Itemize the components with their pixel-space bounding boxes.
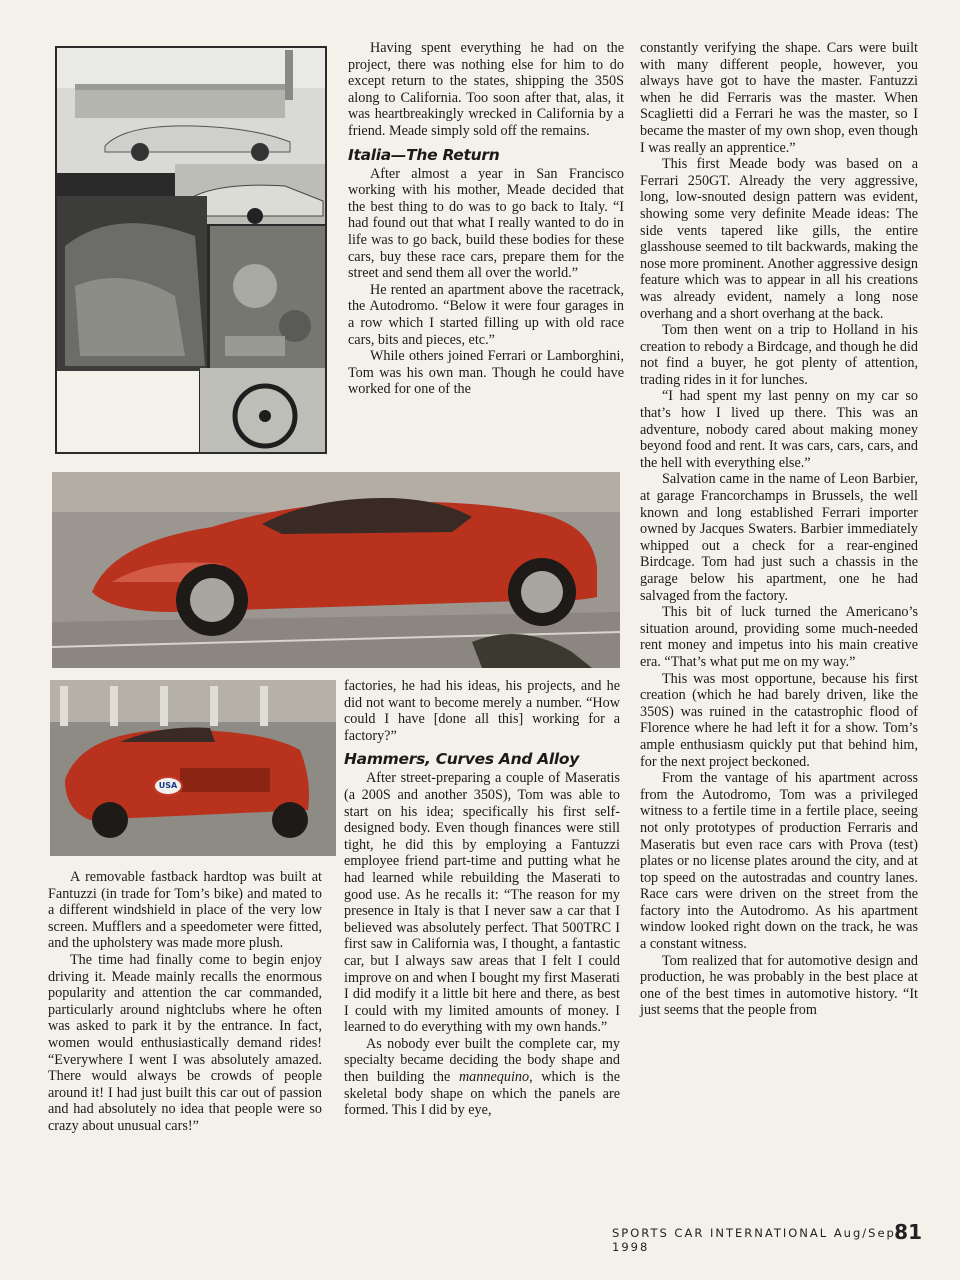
paragraph: Tom realized that for automotive design and production, he was probably in the best place at one of the best times in automotive history. “It just seems that the people from [640,952,918,1019]
bw-photo-collage [55,46,327,454]
paragraph: After almost a year in San Francisco working with his mother, Meade decided that the best thing to do was to go back to Italy. “I had found out that what I really wanted to do in life was to go back, build these bodies for these cars, buy these race cars, prepare them for the street and send them all over the world.” [348,165,624,282]
paragraph: constantly verifying the shape. Cars were built with many different people, however, you always have got to have the master. Fantuzzi when he did Ferraris was the master. When Scaglietti did a Ferrari he was the master, so I became the master of my own shop, even though I was really an apprentice.” [640,40,918,156]
column-1 [48,869,322,1135]
paragraph: While others joined Ferrari or Lamborghini, Tom was his own man. Though he could have worked for one of the [348,348,624,398]
italic-term: mannequino [458,1069,530,1086]
page-footer [612,1220,922,1254]
paragraph: This first Meade body was based on a Ferrari 250GT. Already the very aggressive, long, low-snouted design pattern was evident, showing some very definite Meade ideas: The side vents tapered like gills, the entire glasshouse seemed to tilt backwards, making the nose more prominent. Another aggressive design feature which was to appear in all his creations was already evident, namely a long nose overhang and a short overhang at the back. [640,156,918,322]
column-2-top [348,40,624,398]
section-heading: Italia—The Return [348,145,500,164]
paragraph: He rented an apartment above the racetrack, the Autodromo. “Below it were four garages in a row which I started filling up with old race cars, bits and pieces, etc.” [348,281,624,348]
paragraph: factories, he had his ideas, his projects, and he did not want to become merely a number. “How could I have [done all this] working for a factory?” [344,678,620,744]
column-3 [640,40,918,1019]
paragraph: Tom then went on a trip to Holland in his creation to rebody a Birdcage, and though he did not find a buyer, he got plenty of attention, trading rides in it for lunches. [640,322,918,388]
column-2-bottom [344,678,620,1119]
paragraph: Salvation came in the name of Leon Barbier, at garage Francorchamps in Brussels, the well known and long established Ferrari importer owned by Jacques Swaters. Barbier immediately whipped out a check for a rear-engined Birdcage. Tom had just such a chassis in the garage below his apartment, one he had salvaged from the factory. [640,471,918,604]
paragraph: This bit of luck turned the Americano’s situation around, providing some much-needed rent money and impetus into his main creative era. “That’s what put me on my way.” [640,604,918,670]
paragraph: The time had finally come to begin enjoy driving it. Meade mainly recalls the enormous popularity and attention the car commanded, particularly around nightclubs where he often was asked to park it by the entrance. In fact, women would enthusiastically demand rides! “Everywhere I went I was absolutely amazed. There would always be crowds of people around it! I had just built this car out of passion and had absolutely no idea that people were so crazy about unusual cars!” [48,951,322,1134]
paragraph: Having spent everything he had on the project, there was nothing else for him to do except return to the states, shipping the 350S along to California. Too soon after that, alas, it was heartbreakingly wrecked in California by a friend. Meade simply sold off the remains. [348,40,624,139]
paragraph: As nobody ever built the complete car, my specialty became deciding the body shape and then building the mannequino, which is the skeletal body shape on which the panels are formed. This I did by eye, [344,1035,620,1119]
page-number: 81 [894,1220,922,1244]
usa-badge: USA [153,776,183,796]
paragraph: A removable fastback hardtop was built at Fantuzzi (in trade for Tom’s bike) and mated to a different windshield in place of the very low screen. Mufflers and a speedometer were fitted, and the upholstery was made more plush. [48,869,322,952]
red-car-photo [52,472,620,668]
red-car-rear-photo [50,680,336,856]
section-heading: Hammers, Curves And Alloy [344,750,580,769]
paragraph: “I had spent my last penny on my car so that’s how I lived up there. This was an adventure, nobody cared about making money beyond food and rent. It was cars, cars, cars, and the hell with everything else.” [640,388,918,471]
paragraph: After street-preparing a couple of Maseratis (a 200S and another 350S), Tom was able to start on his idea; specifically his first self-designed body. Even though finances were still tight, he did this by employing a Fantuzzi employee friend part-time and putting what he had learned while rebuilding the Maserati to good use. As he recalls it: “The reason for my presence in Italy is that I never saw a car that I believed was absolutely perfect. That 500TRC I first saw in California was, I thought, a fantastic car, but I always saw areas that I felt I could improve on and when I bought my first Maserati I did modify it a little bit here and there, as best I could with my limited amounts of money. I learned to do everything with my own hands.” [344,770,620,1036]
paragraph: This was most opportune, because his first creation (which he had barely driven, like the 350S) was ruined in the catastrophic flood of Florence where he had left it for a show. Tom’s ample enthusiasm quickly put that behind him, for the next project beckoned. [640,670,918,770]
paragraph: From the vantage of his apartment across from the Autodromo, Tom was a privileged witness to a fertile time in a fertile place, seeing not only prototypes of production Ferraris and Maseratis but even race cars with Prova (test) plates or no license plates around the city, and at top speed on the autostradas and country lanes. Race cars were driven on the street from the factory into the Autodromo. As his apartment window looked right down on the track, he was a constant witness. [640,770,918,953]
publication-credit: SPORTS CAR INTERNATIONAL Aug/Sept 1998 [612,1226,903,1254]
